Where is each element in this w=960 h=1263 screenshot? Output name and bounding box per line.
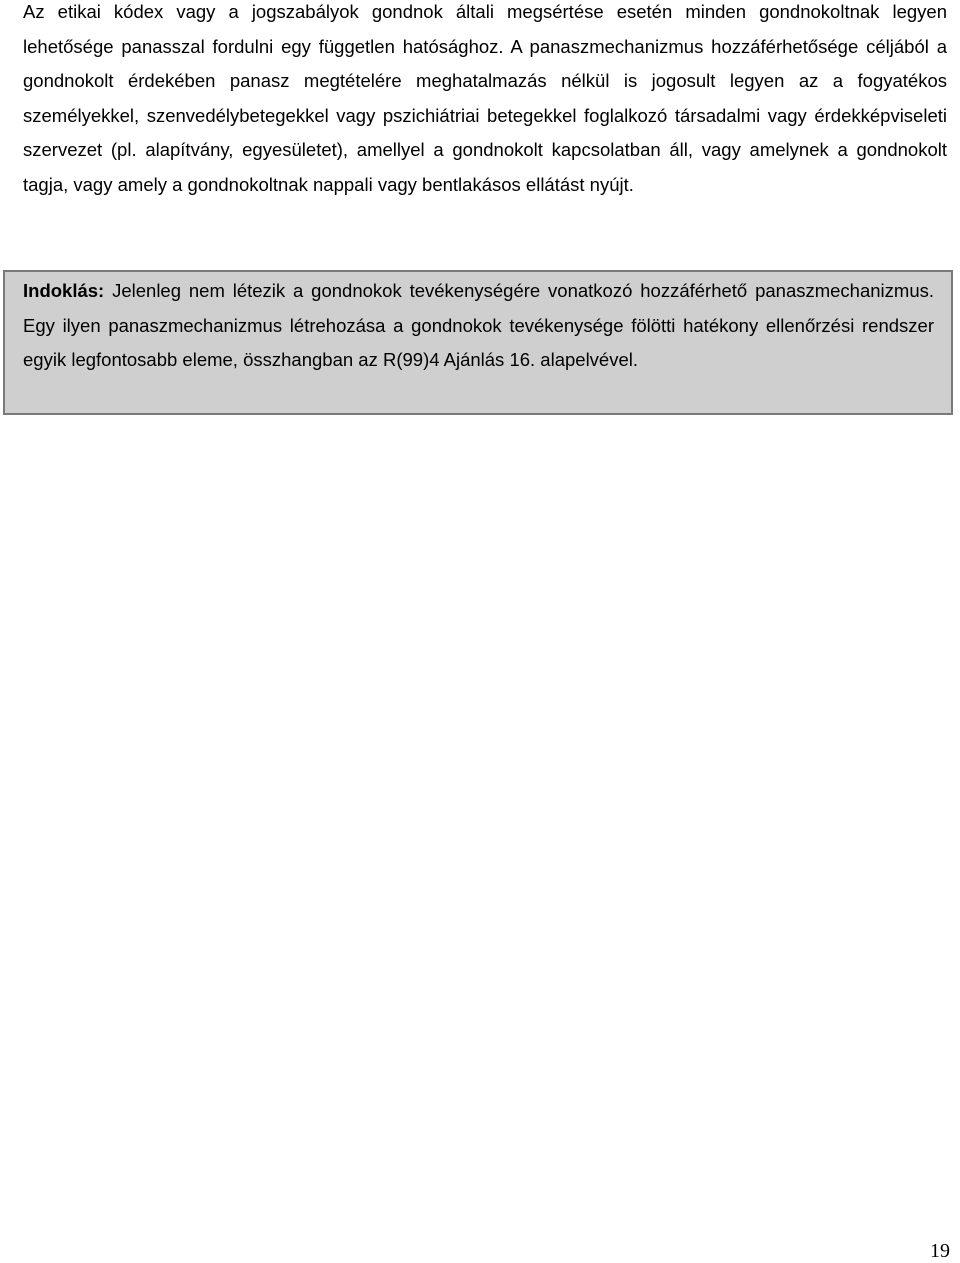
justification-label: Indoklás: [23,280,105,301]
body-paragraph: Az etikai kódex vagy a jogszabályok gondnok általi megsértése esetén minden gondnokoltnak legyen lehetősége panasszal fordulni egy független hatósághoz. A panaszmechanizmus hozzáférhetősége céljából a gondnokolt érdekében panasz megtételére meghatalmazás nélkül is jogosult legyen az a fogyatékos személyekkel, szenvedélybetegekkel vagy pszichiátriai betegekkel foglalkozó társadalmi vagy érdekképviseleti szervezet (pl. alapítvány, egyesületet), amellyel a gondnokolt kapcsolatban áll, vagy amelynek a gondnokolt tagja, vagy amely a gondnokoltnak nappali vagy bentlakásos ellátást nyújt. [23,1,947,195]
justification-text: Jelenleg nem létezik a gondnokok tevékenységére vonatkozó hozzáférhető panaszmechanizmus. Egy ilyen panaszmechanizmus létrehozása a gondnokok tevékenysége fölötti hatékony ellenőrzési rendszer egyik legfontosabb eleme, összhangban az R(99)4 Ajánlás 16. alapelvével. [23,280,934,371]
justification-paragraph [23,274,934,378]
justification-box [3,270,953,415]
page-number: 19 [930,1240,950,1262]
